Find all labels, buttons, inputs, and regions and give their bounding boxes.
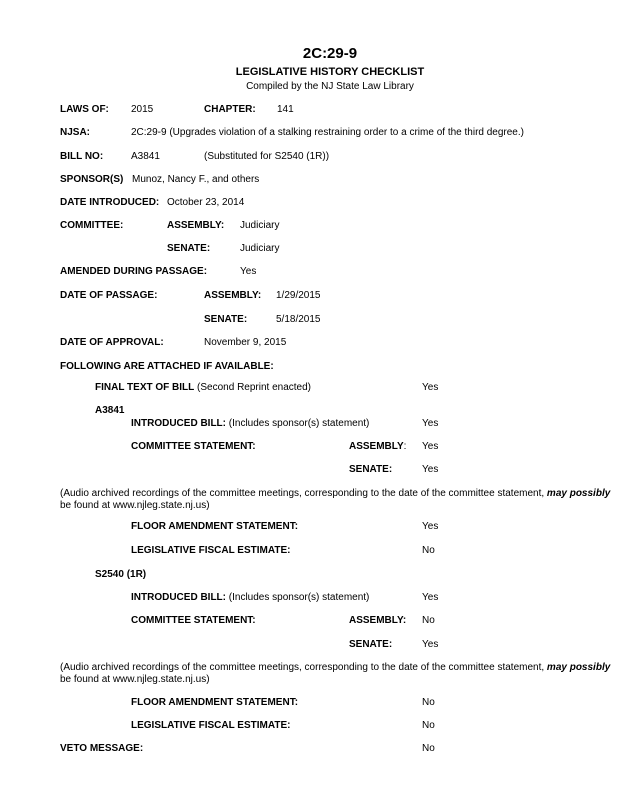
committee-assembly-label: ASSEMBLY: bbox=[167, 220, 225, 231]
a3841-introduced-label: INTRODUCED BILL: bbox=[131, 418, 226, 429]
bill-no-value: A3841 bbox=[131, 151, 160, 162]
date-introduced-value: October 23, 2014 bbox=[167, 197, 245, 208]
final-text-note: (Second Reprint enacted) bbox=[194, 382, 311, 393]
final-text-value: Yes bbox=[422, 382, 439, 393]
s2540-assembly-label: ASSEMBLY: bbox=[349, 615, 407, 626]
a3841-introduced-note: (Includes sponsor(s) statement) bbox=[226, 418, 370, 429]
a3841-introduced-row bbox=[131, 418, 369, 430]
s2540-audio-note-line2: be found at www.njleg.state.nj.us) bbox=[60, 674, 210, 685]
s2540-audio-note-line1 bbox=[60, 662, 610, 674]
s2540-assembly-value: No bbox=[422, 615, 435, 626]
page-title: 2C:29-9 bbox=[302, 45, 358, 62]
amended-label: AMENDED DURING PASSAGE: bbox=[60, 266, 208, 277]
chapter-label: CHAPTER: bbox=[204, 104, 256, 115]
s2540-heading: S2540 (1R) bbox=[95, 569, 147, 580]
final-text-row bbox=[95, 382, 311, 394]
final-text-label: FINAL TEXT OF BILL bbox=[95, 382, 195, 393]
a3841-assembly-value: Yes bbox=[422, 441, 439, 452]
a3841-audio-note-text: (Audio archived recordings of the committee meetings, corresponding to the date of the committee statement, bbox=[60, 488, 547, 499]
s2540-introduced-note: (Includes sponsor(s) statement) bbox=[226, 592, 370, 603]
s2540-introduced-row bbox=[131, 592, 369, 604]
bill-no-note: (Substituted for S2540 (1R)) bbox=[204, 151, 330, 162]
a3841-floor-label: FLOOR AMENDMENT STATEMENT: bbox=[131, 521, 299, 532]
s2540-audio-note-text: (Audio archived recordings of the committee meetings, corresponding to the date of the committee statement, bbox=[60, 662, 547, 673]
s2540-fiscal-label: LEGISLATIVE FISCAL ESTIMATE: bbox=[131, 720, 291, 731]
s2540-senate-value: Yes bbox=[422, 639, 439, 650]
a3841-introduced-value: Yes bbox=[422, 418, 439, 429]
s2540-floor-value: No bbox=[422, 697, 435, 708]
veto-label: VETO MESSAGE: bbox=[60, 743, 144, 754]
amended-value: Yes bbox=[240, 266, 257, 277]
s2540-senate-label: SENATE: bbox=[349, 639, 393, 650]
s2540-audio-note-emphasis: may possibly bbox=[546, 662, 611, 673]
a3841-assembly-colon: : bbox=[403, 441, 407, 452]
date-approval-value: November 9, 2015 bbox=[204, 337, 287, 348]
a3841-assembly-label: ASSEMBLY bbox=[349, 441, 404, 452]
s2540-committee-statement-label: COMMITTEE STATEMENT: bbox=[131, 615, 256, 626]
date-introduced-label: DATE INTRODUCED: bbox=[60, 197, 160, 208]
compiled-by: Compiled by the NJ State Law Library bbox=[246, 81, 414, 92]
committee-senate-label: SENATE: bbox=[167, 243, 211, 254]
a3841-fiscal-label: LEGISLATIVE FISCAL ESTIMATE: bbox=[131, 545, 291, 556]
bill-no-label: BILL NO: bbox=[60, 151, 104, 162]
a3841-fiscal-value: No bbox=[422, 545, 435, 556]
a3841-senate-value: Yes bbox=[422, 464, 439, 475]
sponsor-label: SPONSOR(S) bbox=[60, 174, 124, 185]
committee-senate-value: Judiciary bbox=[240, 243, 280, 254]
njsa-label: NJSA: bbox=[60, 127, 91, 138]
a3841-audio-note-emphasis: may possibly bbox=[546, 488, 611, 499]
a3841-senate-label: SENATE: bbox=[349, 464, 393, 475]
chapter-value: 141 bbox=[277, 104, 294, 115]
a3841-heading: A3841 bbox=[95, 405, 125, 416]
a3841-assembly-row bbox=[349, 441, 406, 453]
passage-assembly-label: ASSEMBLY: bbox=[204, 290, 262, 301]
following-attached-heading: FOLLOWING ARE ATTACHED IF AVAILABLE: bbox=[60, 361, 274, 372]
a3841-audio-note-line1 bbox=[60, 488, 610, 500]
date-passage-label: DATE OF PASSAGE: bbox=[60, 290, 158, 301]
s2540-introduced-value: Yes bbox=[422, 592, 439, 603]
date-approval-label: DATE OF APPROVAL: bbox=[60, 337, 164, 348]
s2540-introduced-label: INTRODUCED BILL: bbox=[131, 592, 226, 603]
passage-senate-label: SENATE: bbox=[204, 314, 248, 325]
a3841-floor-value: Yes bbox=[422, 521, 439, 532]
passage-senate-value: 5/18/2015 bbox=[276, 314, 321, 325]
a3841-audio-note-line2: be found at www.njleg.state.nj.us) bbox=[60, 500, 210, 511]
s2540-floor-label: FLOOR AMENDMENT STATEMENT: bbox=[131, 697, 299, 708]
s2540-fiscal-value: No bbox=[422, 720, 435, 731]
laws-of-value: 2015 bbox=[131, 104, 154, 115]
njsa-value: 2C:29-9 (Upgrades violation of a stalking restraining order to a crime of the third degree.) bbox=[131, 127, 524, 138]
sponsor-value: Munoz, Nancy F., and others bbox=[132, 174, 260, 185]
committee-assembly-value: Judiciary bbox=[240, 220, 280, 231]
veto-value: No bbox=[422, 743, 435, 754]
a3841-committee-statement-label: COMMITTEE STATEMENT: bbox=[131, 441, 256, 452]
page-subtitle: LEGISLATIVE HISTORY CHECKLIST bbox=[235, 66, 425, 78]
laws-of-label: LAWS OF: bbox=[60, 104, 109, 115]
committee-label: COMMITTEE: bbox=[60, 220, 124, 231]
passage-assembly-value: 1/29/2015 bbox=[276, 290, 321, 301]
